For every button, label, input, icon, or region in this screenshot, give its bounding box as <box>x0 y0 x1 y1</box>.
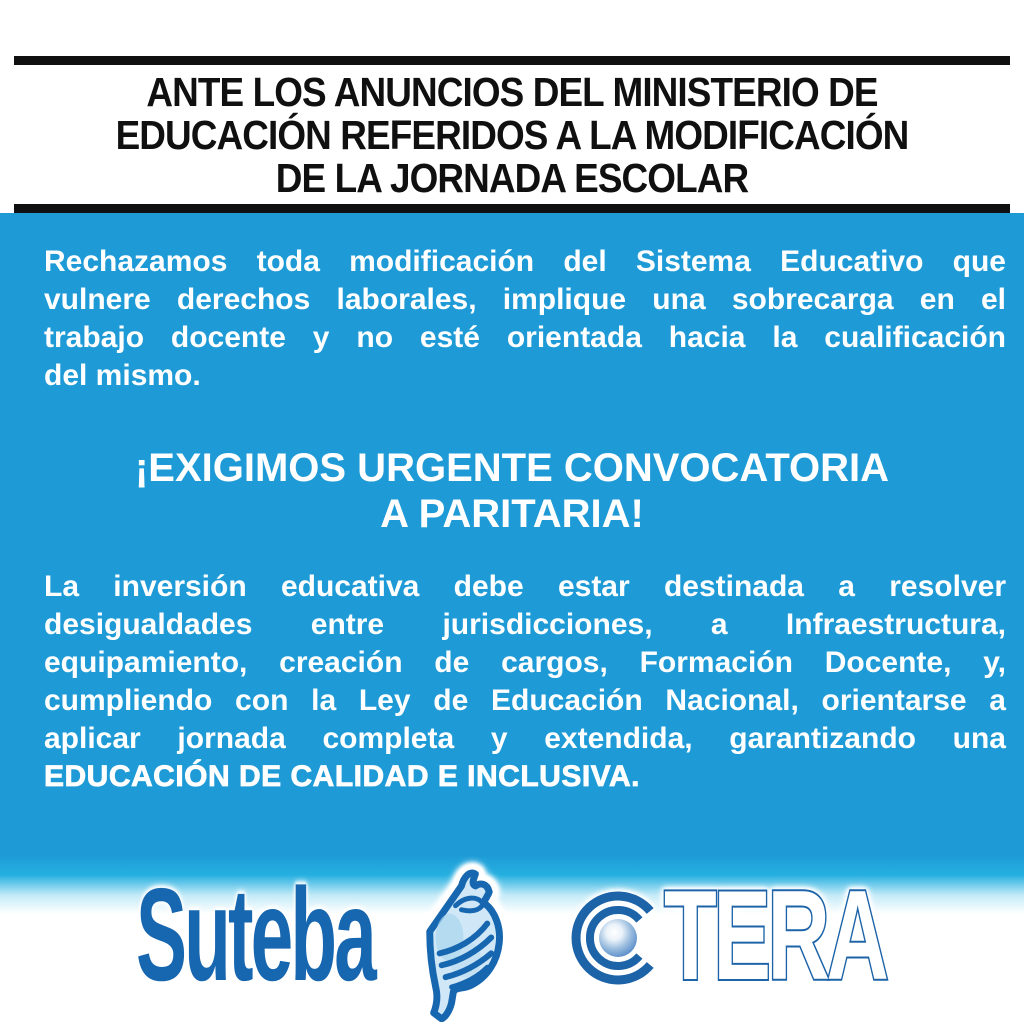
paragraph-emphasis-line: EDUCACIÓN DE CALIDAD E INCLUSIVA. <box>44 760 640 793</box>
paragraph-line: trabajo docente y no esté orientada hacia la cualificación <box>44 321 1006 354</box>
title-line-1: ANTE LOS ANUNCIOS DEL MINISTERIO DE <box>146 69 878 115</box>
page-title <box>0 71 1024 200</box>
paragraph-line: La inversión educativa debe estar destinada a resolver <box>44 570 1006 603</box>
paragraph-rejection <box>44 243 1006 395</box>
paragraph-line: aplicar jornada completa y extendida, garantizando una <box>44 722 1006 755</box>
paragraph-line: desigualdades entre jurisdicciones, a Infraestructura, <box>44 608 1006 641</box>
top-divider-bar <box>14 56 1010 65</box>
paragraph-line: del mismo. <box>44 359 201 392</box>
demand-headline-line-2: A PARITARIA! <box>380 492 644 536</box>
paragraph-investment <box>44 568 1006 796</box>
demand-headline <box>0 445 1024 537</box>
title-line-3: DE LA JORNADA ESCOLAR <box>275 155 749 201</box>
title-line-2: EDUCACIÓN REFERIDOS A LA MODIFICACIÓN <box>115 112 909 158</box>
suteba-wordmark: Suteba <box>136 861 374 1008</box>
demand-headline-line-1: ¡EXIGIMOS URGENTE CONVOCATORIA <box>134 446 890 490</box>
paragraph-line: vulnere derechos laborales, implique una sobrecarga en el <box>44 283 1006 316</box>
paragraph-line: Rechazamos toda modificación del Sistema Educativo que <box>44 245 1006 278</box>
ctera-wordmark <box>560 878 932 1010</box>
paragraph-line: equipamiento, creación de cargos, Formación Docente, y, <box>44 646 1006 679</box>
bottom-divider-bar <box>14 204 1010 213</box>
suteba-hand-map-icon <box>400 854 514 1022</box>
paragraph-line: cumpliendo con la Ley de Educación Nacional, orientarse a <box>44 684 1006 717</box>
ctera-letters: TERA <box>664 878 886 1008</box>
ctera-globe-icon <box>576 896 650 980</box>
